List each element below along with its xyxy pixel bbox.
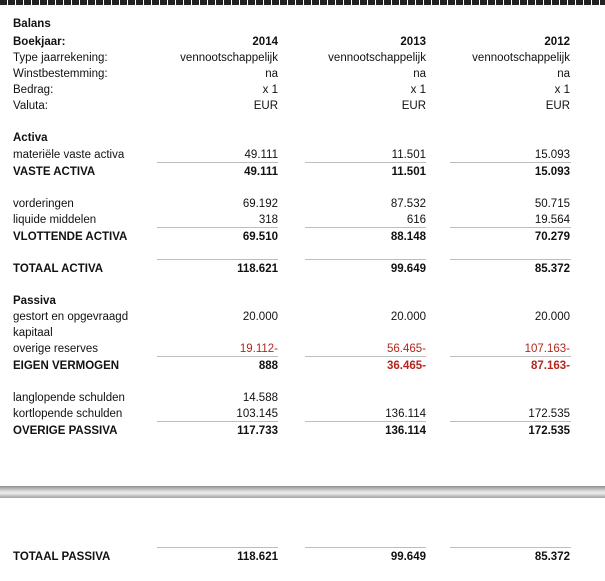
- cell: na: [265, 68, 278, 80]
- row-vorderingen: [0, 196, 605, 212]
- cell: 15.093: [534, 166, 570, 178]
- year-2014: 2014: [252, 36, 278, 48]
- header-label: Valuta:: [13, 100, 48, 112]
- separator-line: [157, 547, 278, 548]
- page-break-divider: [0, 486, 605, 498]
- cell: 172.535: [528, 425, 570, 437]
- cell: 88.148: [390, 231, 426, 243]
- separator-line: [157, 227, 278, 228]
- title-row: [0, 16, 605, 32]
- row-gestort-kapitaal-cont: [0, 325, 605, 341]
- cell: 99.649: [390, 551, 426, 563]
- cell: 20.000: [242, 311, 278, 323]
- cell: vennootschappelijk: [328, 52, 426, 64]
- header-row-year: [0, 34, 605, 50]
- row-label: langlopende schulden: [13, 392, 125, 404]
- cell: 103.145: [236, 408, 278, 420]
- cell: 69.192: [242, 198, 278, 210]
- separator-line: [305, 227, 426, 228]
- cell: 85.372: [534, 263, 570, 275]
- row-label: VASTE ACTIVA: [13, 166, 96, 178]
- separator-line: [305, 421, 426, 422]
- cell: 11.501: [391, 166, 426, 178]
- separator-line: [450, 547, 571, 548]
- separator-line: [305, 259, 426, 260]
- cell: 50.715: [534, 198, 570, 210]
- separator-line: [305, 547, 426, 548]
- cell: 20.000: [534, 311, 570, 323]
- cell: 85.372: [534, 551, 570, 563]
- separator-line: [157, 356, 278, 357]
- row-totaal-passiva: [0, 549, 605, 565]
- cell: 118.621: [237, 551, 278, 563]
- row-label: TOTAAL PASSIVA: [13, 551, 111, 563]
- header-label: Type jaarrekening:: [13, 52, 108, 64]
- row-label: liquide middelen: [13, 214, 97, 226]
- row-langlopende-schulden: [0, 390, 605, 406]
- row-eigen-vermogen-total: [0, 358, 605, 374]
- cell: 136.114: [385, 408, 426, 420]
- section-heading: Passiva: [13, 295, 56, 307]
- row-vaste-activa-total: [0, 164, 605, 180]
- cell: 172.535: [528, 408, 570, 420]
- cell: 888: [258, 360, 278, 372]
- cell: 118.621: [237, 263, 278, 275]
- page-title: Balans: [13, 18, 51, 30]
- header-row-winstbestemming: [0, 66, 605, 82]
- cell-negative: 107.163-: [524, 343, 570, 355]
- header-label: Winstbestemming:: [13, 68, 108, 80]
- separator-line: [305, 356, 426, 357]
- cell: 70.279: [534, 231, 570, 243]
- cell: 15.093: [534, 149, 570, 161]
- cell: x 1: [410, 84, 426, 96]
- cell: x 1: [262, 84, 278, 96]
- cell: 318: [258, 214, 278, 226]
- cell: 136.114: [385, 425, 426, 437]
- separator-line: [157, 259, 278, 260]
- year-2012: 2012: [544, 36, 570, 48]
- year-2013: 2013: [400, 36, 426, 48]
- cell-negative: 87.163-: [530, 360, 570, 372]
- cell-negative: 36.465-: [386, 360, 426, 372]
- row-label: gestort en opgevraagd: [13, 311, 129, 323]
- section-heading-activa: [0, 130, 605, 146]
- header-label: Boekjaar:: [13, 36, 66, 48]
- separator-line: [157, 421, 278, 422]
- row-kortlopende-schulden: [0, 406, 605, 422]
- row-overige-reserves: [0, 341, 605, 357]
- row-vlottende-activa-total: [0, 229, 605, 245]
- row-materiele-vaste-activa: [0, 147, 605, 163]
- cell-negative: 19.112-: [239, 343, 278, 355]
- cell: 69.510: [242, 231, 278, 243]
- separator-line: [305, 162, 426, 163]
- row-label: TOTAAL ACTIVA: [13, 263, 104, 275]
- cell: 19.564: [534, 214, 570, 226]
- section-heading: Activa: [13, 132, 48, 144]
- cell: na: [557, 68, 570, 80]
- row-label: kapitaal: [13, 327, 53, 339]
- cell: 11.501: [391, 149, 426, 161]
- row-label: kortlopende schulden: [13, 408, 123, 420]
- separator-line: [157, 162, 278, 163]
- separator-line: [450, 259, 571, 260]
- cell: EUR: [401, 100, 426, 112]
- row-label: overige reserves: [13, 343, 99, 355]
- row-overige-passiva-total: [0, 423, 605, 439]
- cell: 49.111: [244, 149, 278, 161]
- cell: EUR: [545, 100, 570, 112]
- cell: na: [413, 68, 426, 80]
- cell: vennootschappelijk: [180, 52, 278, 64]
- row-totaal-activa: [0, 261, 605, 277]
- cell: 616: [406, 214, 426, 226]
- cell: 117.733: [237, 425, 278, 437]
- header-label: Bedrag:: [13, 84, 54, 96]
- separator-line: [450, 227, 571, 228]
- separator-line: [450, 421, 571, 422]
- separator-line: [450, 162, 571, 163]
- cell: 20.000: [390, 311, 426, 323]
- cell-negative: 56.465-: [386, 343, 426, 355]
- cell: 99.649: [390, 263, 426, 275]
- row-liquide-middelen: [0, 212, 605, 228]
- cell: x 1: [554, 84, 570, 96]
- section-heading-passiva: [0, 293, 605, 309]
- cell: EUR: [253, 100, 278, 112]
- row-gestort-kapitaal: [0, 309, 605, 325]
- row-label: vorderingen: [13, 198, 74, 210]
- row-label: EIGEN VERMOGEN: [13, 360, 120, 372]
- row-label: materiële vaste activa: [13, 149, 125, 161]
- cell: vennootschappelijk: [472, 52, 570, 64]
- header-row-type: [0, 50, 605, 66]
- row-label: OVERIGE PASSIVA: [13, 425, 118, 437]
- cell: 14.588: [242, 392, 278, 404]
- header-row-valuta: [0, 98, 605, 114]
- cell: 49.111: [244, 166, 278, 178]
- cell: 87.532: [390, 198, 426, 210]
- row-label: VLOTTENDE ACTIVA: [13, 231, 128, 243]
- header-row-bedrag: [0, 82, 605, 98]
- separator-line: [450, 356, 571, 357]
